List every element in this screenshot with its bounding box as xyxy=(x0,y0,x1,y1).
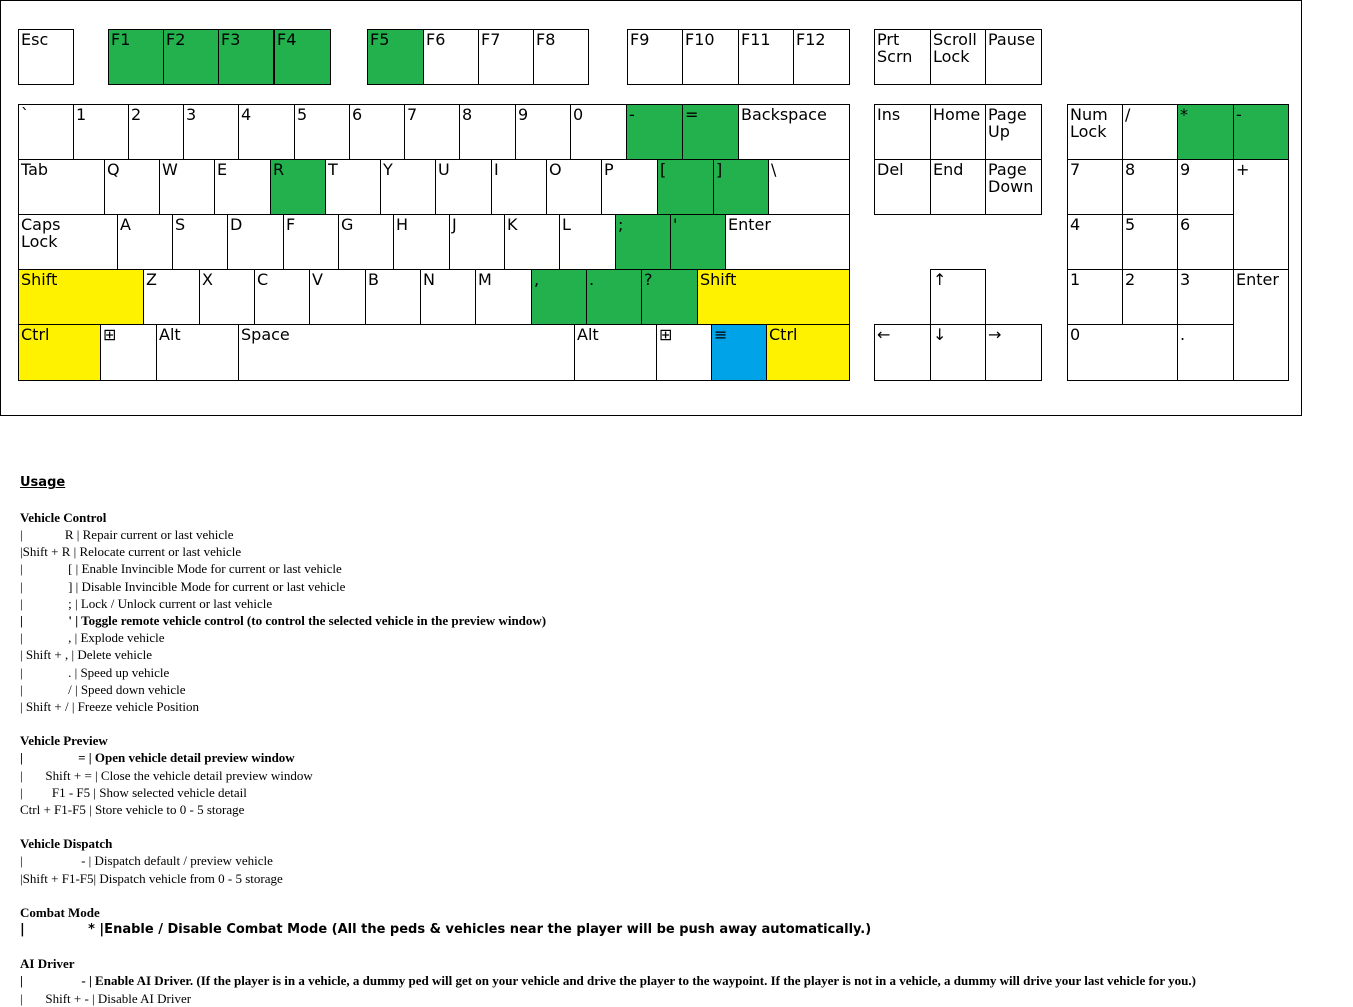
key-label: V xyxy=(312,270,323,289)
key-label: / xyxy=(1125,105,1131,124)
key-60 xyxy=(172,214,228,270)
key-17 xyxy=(73,104,129,160)
key-label: F3 xyxy=(221,30,241,49)
usage-line: | = | Open vehicle detail preview window xyxy=(20,750,295,766)
key-75 xyxy=(143,269,200,325)
key-74 xyxy=(18,269,144,325)
key-30 xyxy=(874,104,931,160)
key-41 xyxy=(270,159,326,215)
key-49 xyxy=(713,159,769,215)
key-label: G xyxy=(341,215,354,234)
key-54 xyxy=(1067,159,1123,215)
key-label: H xyxy=(396,215,409,234)
key-label: F xyxy=(286,215,296,234)
key-98 xyxy=(766,324,850,381)
key-label: F11 xyxy=(741,30,771,49)
key-label: 3 xyxy=(1180,270,1191,289)
usage-line: | - | Dispatch default / preview vehicle xyxy=(20,853,273,869)
key-label: ↓ xyxy=(933,325,947,344)
key-label: ] xyxy=(716,160,723,179)
key-label: . xyxy=(1180,325,1186,344)
key-label: 5 xyxy=(1125,215,1136,234)
usage-line: | R | Repair current or last vehicle xyxy=(20,527,234,543)
usage-line: | Shift + / | Freeze vehicle Position xyxy=(20,699,199,715)
key-label: Num Lock xyxy=(1070,105,1108,141)
key-23 xyxy=(404,104,460,160)
key-label: 6 xyxy=(352,105,363,124)
key-48 xyxy=(657,159,714,215)
key-13 xyxy=(874,29,931,85)
key-35 xyxy=(1177,104,1234,160)
key-97 xyxy=(711,324,767,381)
key-label: 7 xyxy=(407,105,418,124)
key-label: ' xyxy=(673,215,678,234)
key-59 xyxy=(117,214,173,270)
key-83 xyxy=(586,269,642,325)
key-label: Del xyxy=(877,160,904,179)
key-label: U xyxy=(438,160,450,179)
key-19 xyxy=(183,104,239,160)
usage-line: Ctrl + F1-F5 | Store vehicle to 0 - 5 storage xyxy=(20,802,245,818)
key-label: Caps Lock xyxy=(21,215,61,251)
key-85 xyxy=(697,269,850,325)
key-label: Page Down xyxy=(988,160,1034,196)
key-label: F2 xyxy=(166,30,186,49)
key-label: ≡ xyxy=(714,325,728,344)
key-label: X xyxy=(202,270,213,289)
key-label: ← xyxy=(877,325,891,344)
key-39 xyxy=(159,159,215,215)
key-63 xyxy=(338,214,394,270)
key-31 xyxy=(930,104,986,160)
key-50 xyxy=(768,159,850,215)
key-93 xyxy=(156,324,239,381)
key-label: 3 xyxy=(186,105,197,124)
key-label: Esc xyxy=(21,30,49,49)
key-102 xyxy=(1067,324,1178,381)
section-heading: Vehicle Preview xyxy=(20,733,108,749)
key-69 xyxy=(670,214,726,270)
key-47 xyxy=(601,159,658,215)
key-91 xyxy=(18,324,101,381)
key-78 xyxy=(309,269,366,325)
key-label: 0 xyxy=(573,105,584,124)
key-84 xyxy=(641,269,698,325)
key-26 xyxy=(570,104,627,160)
key-58 xyxy=(18,214,118,270)
key-label: , xyxy=(534,270,540,289)
key-label: O xyxy=(549,160,562,179)
spacer xyxy=(20,818,1196,835)
key-87 xyxy=(1067,269,1123,325)
key-label: B xyxy=(368,270,379,289)
key-label: ; xyxy=(618,215,624,234)
key-label: ? xyxy=(644,270,653,289)
key-61 xyxy=(227,214,284,270)
key-95 xyxy=(574,324,657,381)
key-label: Scroll Lock xyxy=(933,30,977,66)
key-label: Y xyxy=(383,160,393,179)
key-80 xyxy=(420,269,476,325)
key-70 xyxy=(725,214,850,270)
key-label: S xyxy=(175,215,186,234)
key-label: Alt xyxy=(159,325,181,344)
key-label: . xyxy=(589,270,595,289)
key-14 xyxy=(930,29,986,85)
key-81 xyxy=(475,269,532,325)
key-57 xyxy=(1233,159,1289,270)
key-90 xyxy=(1233,269,1289,381)
key-label: 2 xyxy=(1125,270,1136,289)
key-20 xyxy=(238,104,295,160)
usage-line: | / | Speed down vehicle xyxy=(20,681,186,697)
key-43 xyxy=(380,159,436,215)
usage-line: | F1 - F5 | Show selected vehicle detail xyxy=(20,784,247,800)
key-label: F9 xyxy=(630,30,650,49)
key-label: Q xyxy=(107,160,120,179)
key-label: Alt xyxy=(577,325,599,344)
key-53 xyxy=(985,159,1042,215)
key-36 xyxy=(1233,104,1289,160)
key-55 xyxy=(1122,159,1178,215)
key-label: 7 xyxy=(1070,160,1081,179)
usage-line: | * |Enable / Disable Combat Mode (All the peds & vehicles near the player will be push away automatically.) xyxy=(20,922,872,938)
key-label: 1 xyxy=(1070,270,1081,289)
section-heading: Vehicle Dispatch xyxy=(20,836,113,852)
key-73 xyxy=(1177,214,1234,270)
key-32 xyxy=(985,104,1042,160)
usage-line: | Shift + - | Disable AI Driver xyxy=(20,990,192,1006)
key-7 xyxy=(478,29,534,85)
key-label: F7 xyxy=(481,30,501,49)
usage-line: | . | Speed up vehicle xyxy=(20,664,170,680)
key-label: Prt Scrn xyxy=(877,30,913,66)
key-label: - xyxy=(629,105,635,124)
key-56 xyxy=(1177,159,1234,215)
spacer xyxy=(20,887,1196,904)
usage-section xyxy=(20,440,1196,1007)
key-88 xyxy=(1122,269,1178,325)
key-82 xyxy=(531,269,587,325)
key-3 xyxy=(218,29,274,85)
usage-line: |Shift + R | Relocate current or last vehicle xyxy=(20,544,242,560)
key-label: L xyxy=(562,215,571,234)
key-0 xyxy=(18,29,74,85)
key-label: F8 xyxy=(536,30,556,49)
key-label: J xyxy=(452,215,457,234)
key-16 xyxy=(18,104,74,160)
key-40 xyxy=(214,159,271,215)
key-label: [ xyxy=(660,160,667,179)
usage-line: | Shift + , | Delete vehicle xyxy=(20,647,153,663)
section-heading: Vehicle Control xyxy=(20,509,107,525)
usage-line: | , | Explode vehicle xyxy=(20,630,165,646)
key-label: ↑ xyxy=(933,270,947,289)
key-64 xyxy=(393,214,450,270)
key-label: Enter xyxy=(728,215,771,234)
key-101 xyxy=(985,324,1042,381)
key-46 xyxy=(546,159,602,215)
key-label: = xyxy=(685,105,699,124)
usage-line: | ; | Lock / Unlock current or last vehicle xyxy=(20,595,273,611)
key-label: T xyxy=(328,160,338,179)
key-label: 2 xyxy=(131,105,142,124)
key-9 xyxy=(627,29,683,85)
key-label: 0 xyxy=(1070,325,1081,344)
key-label: + xyxy=(1236,160,1250,179)
key-label: 6 xyxy=(1180,215,1191,234)
key-45 xyxy=(491,159,547,215)
key-38 xyxy=(104,159,160,215)
key-label: F10 xyxy=(685,30,715,49)
key-label: F5 xyxy=(370,30,390,49)
key-label: End xyxy=(933,160,964,179)
key-28 xyxy=(682,104,739,160)
key-25 xyxy=(515,104,571,160)
key-label: Tab xyxy=(21,160,49,179)
key-label: Shift xyxy=(700,270,737,289)
key-label: * xyxy=(1180,105,1188,124)
key-29 xyxy=(738,104,850,160)
section-heading: AI Driver xyxy=(20,956,75,972)
key-label: 9 xyxy=(1180,160,1191,179)
section-heading: Combat Mode xyxy=(20,904,100,920)
key-96 xyxy=(656,324,712,381)
key-label: Shift xyxy=(21,270,58,289)
key-label: ` xyxy=(21,105,29,124)
key-label: Backspace xyxy=(741,105,827,124)
key-6 xyxy=(423,29,479,85)
key-62 xyxy=(283,214,339,270)
key-71 xyxy=(1067,214,1123,270)
key-66 xyxy=(504,214,560,270)
key-label: Z xyxy=(146,270,157,289)
key-10 xyxy=(682,29,739,85)
key-65 xyxy=(449,214,505,270)
spacer xyxy=(20,938,1196,955)
key-label: ⊞ xyxy=(659,325,673,344)
key-label: 8 xyxy=(1125,160,1136,179)
key-label: F12 xyxy=(796,30,826,49)
key-label: I xyxy=(494,160,499,179)
usage-title: Usage xyxy=(20,475,66,491)
key-99 xyxy=(874,324,931,381)
key-label: Pause xyxy=(988,30,1036,49)
key-79 xyxy=(365,269,421,325)
key-8 xyxy=(533,29,589,85)
key-92 xyxy=(100,324,157,381)
usage-line: | Shift + = | Close the vehicle detail preview window xyxy=(20,767,313,783)
key-4 xyxy=(274,29,331,85)
key-42 xyxy=(325,159,381,215)
key-label: ⊞ xyxy=(103,325,117,344)
key-label: Page Up xyxy=(988,105,1027,141)
usage-line: | - | Enable AI Driver. (If the player is in a vehicle, a dummy ped will get on your vehicle and drive the player to the waypoint. If the player is not in a vehicle, a dummy will drive your last vehicle for you.) xyxy=(20,973,1196,989)
key-86 xyxy=(930,269,986,325)
key-label: W xyxy=(162,160,178,179)
key-label: \ xyxy=(771,160,777,179)
key-label: Space xyxy=(241,325,290,344)
key-label: K xyxy=(507,215,518,234)
key-11 xyxy=(738,29,794,85)
keyboard-diagram xyxy=(0,0,1302,416)
key-label: → xyxy=(988,325,1002,344)
key-2 xyxy=(163,29,219,85)
key-label: 8 xyxy=(462,105,473,124)
key-34 xyxy=(1122,104,1178,160)
key-51 xyxy=(874,159,931,215)
key-94 xyxy=(238,324,575,381)
key-label: Ins xyxy=(877,105,901,124)
key-label: 9 xyxy=(518,105,529,124)
key-18 xyxy=(128,104,184,160)
key-89 xyxy=(1177,269,1234,325)
key-label: Enter xyxy=(1236,270,1279,289)
usage-line: | [ | Enable Invincible Mode for current or last vehicle xyxy=(20,561,342,577)
key-label: 4 xyxy=(1070,215,1081,234)
key-72 xyxy=(1122,214,1178,270)
usage-line: |Shift + F1-F5| Dispatch vehicle from 0 - 5 storage xyxy=(20,870,283,886)
key-22 xyxy=(349,104,405,160)
key-label: F4 xyxy=(277,30,297,49)
key-label: M xyxy=(478,270,492,289)
spacer xyxy=(20,715,1196,732)
key-label: P xyxy=(604,160,614,179)
key-label: 4 xyxy=(241,105,252,124)
key-77 xyxy=(254,269,310,325)
key-label: F6 xyxy=(426,30,446,49)
usage-line: | ] | Disable Invincible Mode for current or last vehicle xyxy=(20,578,346,594)
key-24 xyxy=(459,104,516,160)
key-21 xyxy=(294,104,350,160)
key-label: 5 xyxy=(297,105,308,124)
key-label: C xyxy=(257,270,269,289)
key-52 xyxy=(930,159,986,215)
key-5 xyxy=(367,29,424,85)
key-label: D xyxy=(230,215,243,234)
key-label: Home xyxy=(933,105,981,124)
key-1 xyxy=(108,29,164,85)
key-44 xyxy=(435,159,492,215)
key-76 xyxy=(199,269,255,325)
key-label: - xyxy=(1236,105,1242,124)
key-label: A xyxy=(120,215,131,234)
key-15 xyxy=(985,29,1042,85)
key-27 xyxy=(626,104,683,160)
key-68 xyxy=(615,214,671,270)
usage-line: | ' | Toggle remote vehicle control (to control the selected vehicle in the preview window) xyxy=(20,613,547,629)
key-label: N xyxy=(423,270,435,289)
key-label: R xyxy=(273,160,285,179)
key-label: 1 xyxy=(76,105,87,124)
key-103 xyxy=(1177,324,1234,381)
key-label: F1 xyxy=(111,30,131,49)
key-label: Ctrl xyxy=(21,325,50,344)
key-12 xyxy=(793,29,850,85)
key-33 xyxy=(1067,104,1123,160)
key-37 xyxy=(18,159,105,215)
key-label: Ctrl xyxy=(769,325,798,344)
key-label: E xyxy=(217,160,228,179)
key-67 xyxy=(559,214,616,270)
key-100 xyxy=(930,324,986,381)
